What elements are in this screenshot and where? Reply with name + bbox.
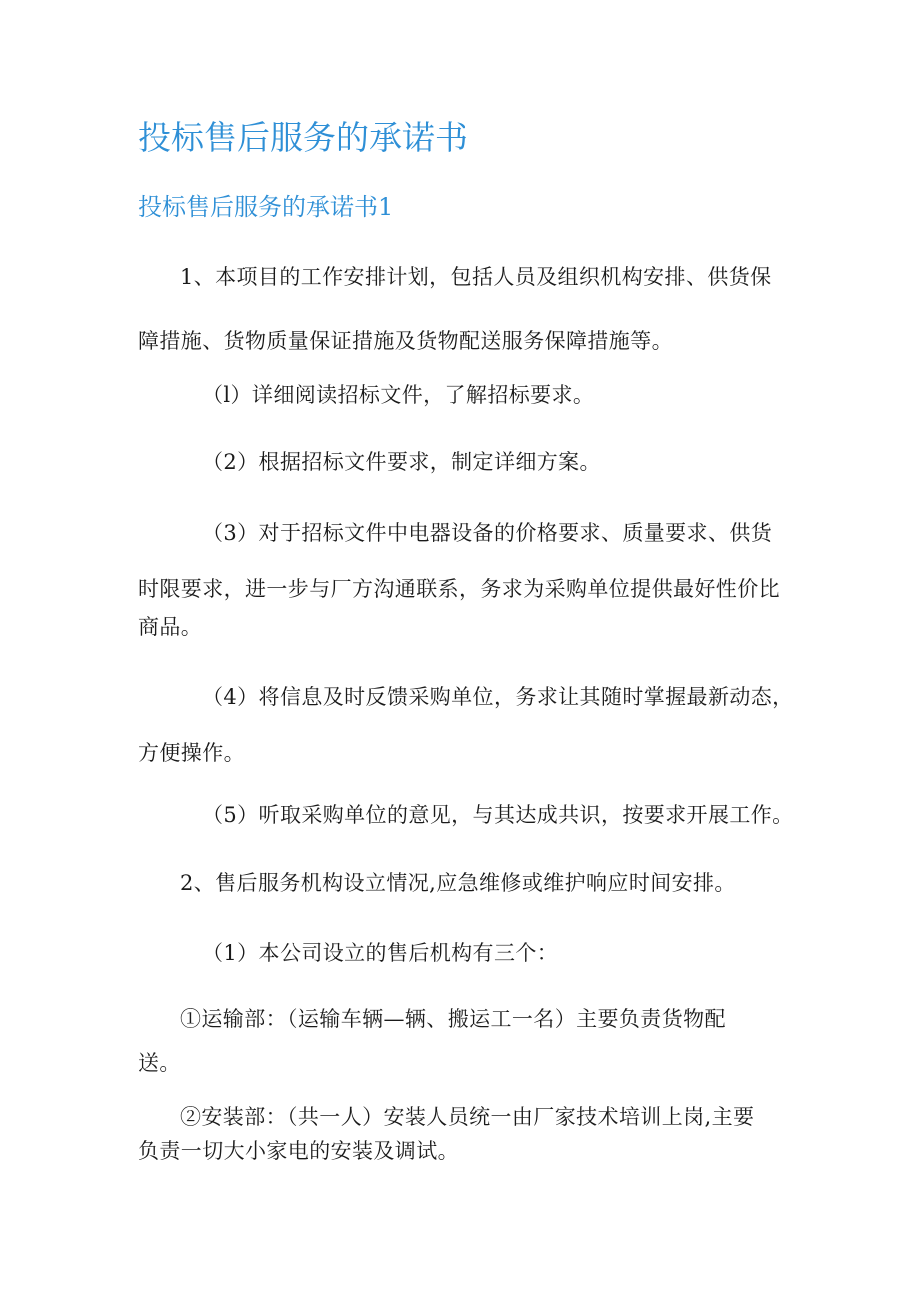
paragraph-7-line-1: 2、售后服务机构设立情况,应急维修或维护响应时间安排。 (180, 871, 736, 895)
paragraph-5-line-1: （4）将信息及时反馈采购单位，务求让其随时掌握最新动态， (202, 685, 794, 709)
paragraph-10 (138, 1100, 786, 1168)
paragraph-7 (180, 864, 828, 902)
paragraph-4-line-1: （3）对于招标文件中电器设备的价格要求、质量要求、供货 (202, 521, 773, 545)
paragraph-8-line-1: （1）本公司设立的售后机构有三个： (202, 941, 559, 965)
paragraph-3-line-1: （2）根据招标文件要求，制定详细方案。 (202, 450, 601, 474)
paragraph-1 (138, 258, 784, 360)
paragraph-8 (202, 934, 850, 972)
paragraph-9-continuation: 送。 (138, 1051, 181, 1075)
paragraph-10-line-1: ②安装部：（共一人）安装人员统一由厂家技术培训上岗,主要 (180, 1105, 755, 1129)
paragraph-5 (138, 678, 794, 772)
document-title: 投标售后服务的承诺书 (138, 118, 468, 157)
paragraph-4 (138, 514, 786, 646)
paragraph-9-line-1: ①运输部：（运输车辆—辆、搬运工一名）主要负责货物配 (180, 1007, 726, 1031)
paragraph-1-line-1: 1、本项目的工作安排计划，包括人员及组织机构安排、供货保 (180, 265, 772, 289)
paragraph-4-continuation: 时限要求，进一步与厂方沟通联系，务求为采购单位提供最好性价比商品。 (138, 577, 780, 639)
paragraph-10-continuation: 负责一切大小家电的安装及调试。 (138, 1139, 459, 1163)
document-subtitle: 投标售后服务的承诺书1 (138, 193, 394, 221)
paragraph-2-line-1: （l）详细阅读招标文件，了解招标要求。 (202, 383, 595, 407)
paragraph-5-continuation: 方便操作。 (138, 741, 245, 765)
paragraph-1-continuation: 障措施、货物质量保证措施及货物配送服务保障措施等。 (138, 329, 673, 353)
paragraph-2 (202, 376, 850, 414)
paragraph-3 (202, 443, 850, 481)
paragraph-6 (202, 796, 850, 834)
paragraph-6-line-1: （5）听取采购单位的意见，与其达成共识，按要求开展工作。 (202, 803, 794, 827)
paragraph-9 (138, 1002, 780, 1080)
